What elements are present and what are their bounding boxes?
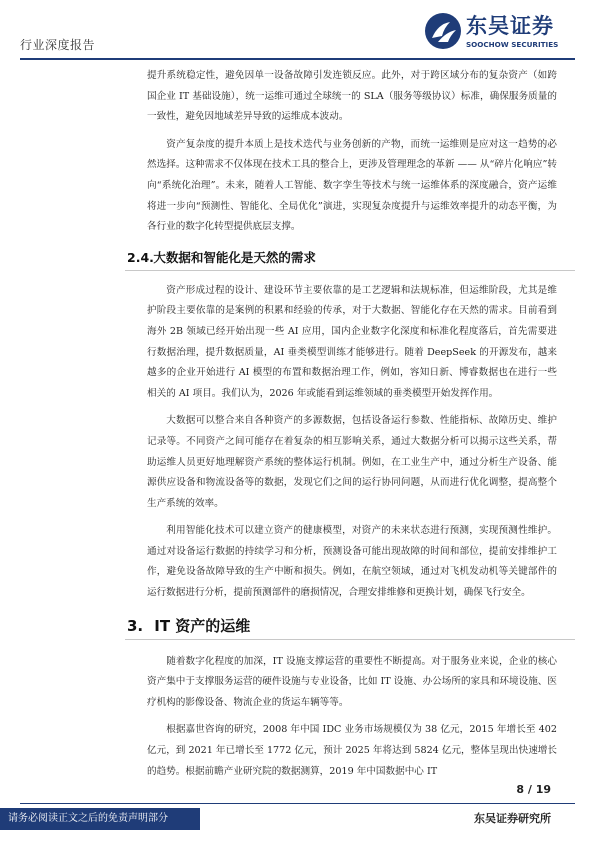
paragraph: 资产复杂度的提升本质上是技术迭代与业务创新的产物，而统一运维则是应对这一趋势的必然选择。这种需求不仅体现在技术工具的整合上，更涉及管理理念的革新 —— 从“碎片化响应”转向“系统化治理”。未来，随着人工智能、数字孪生等技术与统一运维体系的深度融合，资产运维将进一步向“预测性、智能化、全局优化”演进，实现复杂度提升与运维效率提升的动态平衡，为各行业的数字化转型提供底层支撑。 bbox=[147, 138, 557, 233]
paragraph: 大数据可以整合来自各种资产的多源数据，包括设备运行参数、性能指标、故障历史、维护记录等。不同资产之间可能存在着复杂的相互影响关系，通过大数据分析可以揭示这些关系，帮助运维人员更好地理解资产系统的整体运行机制。例如，在工业生产中，通过分析生产设备、能源供应设备和物流设备等的数据，发现它们之间的运行协同问题，从而进行优化调整，提高整个生产系统的效率。 bbox=[147, 415, 557, 509]
logo-chinese-name: 东吴证券 bbox=[466, 14, 554, 38]
footer-divider bbox=[20, 803, 575, 804]
chapter-heading bbox=[127, 612, 557, 640]
paragraph: 根据嘉世咨询的研究，2008 年中国 IDC 业务市场规模仅为 38 亿元，2015 年增长至 402 亿元，到 2021 年已增长至 1772 亿元，预计 2025 年将达到 5824 亿元，整体呈现出快速增长的趋势。根据前瞻产业研究院的数据测算，2019 年中国数据中心 IT bbox=[147, 724, 557, 777]
chapter-divider bbox=[125, 639, 575, 640]
chapter-number: 3. bbox=[127, 616, 144, 635]
paragraph: 提升系统稳定性，避免因单一设备故障引发连锁反应。此外，对于跨区域分布的复杂资产（如跨国企业 IT 基础设施），统一运维可通过全球统一的 SLA（服务等级协议）标准，确保服务质量的一致性，避免因地域差异导致的运维成本波动。 bbox=[147, 70, 557, 123]
research-institute-name: 东吴证券研究所 bbox=[474, 812, 551, 825]
disclaimer-text: 请务必阅读正文之后的免责声明部分 bbox=[8, 813, 168, 824]
company-logo bbox=[424, 8, 574, 56]
section-heading bbox=[127, 245, 557, 271]
paragraph: 资产形成过程的设计、建设环节主要依靠的是工艺逻辑和法规标准，但运维阶段，尤其是维护阶段主要依靠的是案例的积累和经验的传承，对于大数据、智能化存在天然的需求。目前看到海外 2B 领域已经开始出现一些 AI 应用，国内企业数字化深度和标准化程度落后，首先需要进行数据治理，提升数据质量，AI 垂类模型训练才能够进行。随着 DeepSeek 的开源发布，越来越多的企业开始进行 AI 模型的布置和数据治理工作，例如，容知日新、博睿数据也在进行一些相关的 AI 项目。我们认为，2026 年或能看到运维领域的垂类模型开始发挥作用。 bbox=[147, 284, 557, 399]
page-number: 8 / 19 bbox=[516, 783, 551, 796]
header-divider bbox=[20, 58, 575, 60]
chapter-title: IT 资产的运维 bbox=[154, 616, 251, 635]
section-number: 2.4. bbox=[127, 249, 154, 265]
disclaimer-banner bbox=[0, 808, 200, 830]
section-divider bbox=[125, 270, 575, 271]
paragraph: 随着数字化程度的加深，IT 设施支撑运营的重要性不断提高。对于服务业来说，企业的核心资产集中于支撑服务运营的硬件设施与专业设备，比如 IT 设施、办公场所的家具和环境设施、医疗机构的影像设备、物流企业的货运车辆等等。 bbox=[147, 655, 557, 708]
logo-english-name: SOOCHOW SECURITIES bbox=[466, 40, 559, 49]
section-title: 大数据和智能化是天然的需求 bbox=[153, 249, 316, 265]
paragraph: 利用智能化技术可以建立资产的健康模型，对资产的未来状态进行预测，实现预测性维护。通过对设备运行数据的持续学习和分析，预测设备可能出现故障的时间和部位，提前安排维护工作，避免设备故障导致的生产中断和损失。例如，在航空领域，通过对飞机发动机等关键部件的运行数据进行分析，提前预测部件的磨损情况，合理安排维修和更换计划，确保飞行安全。 bbox=[147, 525, 557, 599]
report-body bbox=[127, 66, 557, 789]
logo-mark-icon bbox=[424, 12, 462, 50]
report-type-label: 行业深度报告 bbox=[20, 38, 96, 52]
